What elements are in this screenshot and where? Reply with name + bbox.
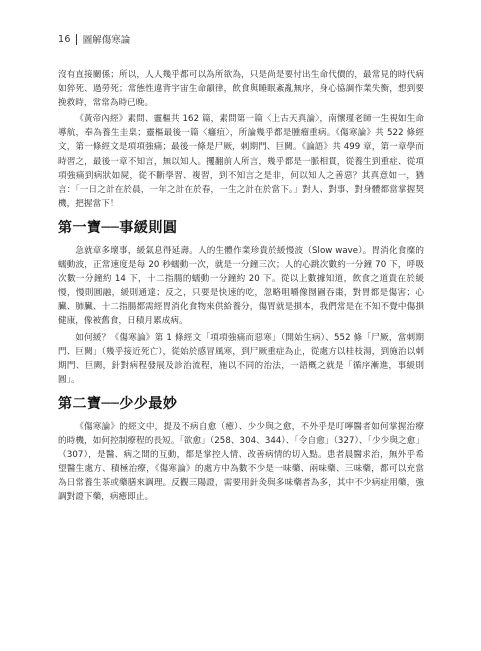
page-body [58, 68, 424, 506]
paragraph: 如何緩？《傷寒論》第 1 條經文「項項強痛而惡寒」（開始生病）、552 條「尸厥，當刺期門、巨闕」（幾乎接近死亡），從始於感冒風寒，到尸厥重症為止，從處方以桂枝湯，到施治以刺期門、巨闕，針對病程發展及診治流程，施以不同的治法，一語概之就是「循序漸進，事緩則圓」。 [58, 332, 424, 385]
book-title: 圖解傷寒論 [82, 35, 131, 46]
paragraph: 《傷寒論》的經文中，提及不病自愈（癒）、少少與之愈，不外乎是叮嚀醫者如何掌握治療的時機，如何控制療程的長短。「欲愈」（258、304、344）、「令自愈」（327）、「少少與之愈」（307），是醫、病之間的互動，都是掌控人情、改善病情的切入點。患者晨醫求治，無外乎希望醫生處方、積極治療，《傷寒論》的處方中為數不少是一味藥、兩味藥、三味藥，都可以充當為日常養生茶或藥膳來調理。反觀三陽證，需要用針灸與多味藥者為多，其中不少病症用藥，強調對證下藥，病癒即止。 [58, 421, 424, 503]
paragraph: 急就章多壞事，緩氣息得延壽。人的生體作業珍貴於緩慢波（Slow wave）。胃消化食糜的蠕動波，正常速度是每 20 秒蠕動一次，就是一分鐘三次；人的心跳次數約一分鐘 70 下，呼吸次數一分鐘約 14 下，十二指腸的蠕動一分鐘約 20 下。從以上數據知道，飲食之道貴在於緩慢，慢則圓融，緩則通達；反之，只要是快速的吃，忽略咀嚼像囫圇吞棗，對胃都是傷害；心臟、肺臟、十二指腸都需經胃消化食物來供給養分，傷胃就是損本，我們常是在不知不覺中傷損健康，像被舊食，日積月累成病。 [58, 245, 424, 327]
paragraph: 《黃帝內經》素問、靈樞共 162 篇，素問第一篇〈上古天真論〉，南懷瑾老師一生視如生命導航，奉為養生圭臬；靈樞最後一篇〈癰疽〉，所論幾乎都是腫瘤重病。《傷寒論》共 522 條經文，第一條經文是項項強痛；最後一條是尸厥，剌期門、巨闕。《論語》共 499 章，第一章學而時習之，最後一章不知言，無以知人。攫翻前人所言，幾乎都是一脈相貫，從養生到重症、從項項強痛到病狀如屍，從不斷學習、複習，到不知言之是非，何以知人之善惡？其真意如一，猶言：「一日之計在於晨，一年之計在於春，一生之計在於當下。」對人、對事、對身體都當掌握契機，把握當下！ [58, 114, 424, 209]
page-number: 16 [58, 33, 71, 45]
section-heading: 第一寶──事緩則圓 [58, 219, 178, 236]
header-divider [76, 34, 77, 45]
running-header [58, 32, 130, 46]
paragraph: 沒有直接關係；所以，人人幾乎都可以為所欲為，只是尚是要付出生命代價的，最常見的時代病如猝死、過勞死；常態性違背宇宙生命韻律，飲食與睡眠紊亂無序，身心協調作業失衡，想到要挽救時，常常為時已晚。 [58, 70, 424, 109]
section-heading: 第二寶──少少最妙 [58, 395, 178, 412]
